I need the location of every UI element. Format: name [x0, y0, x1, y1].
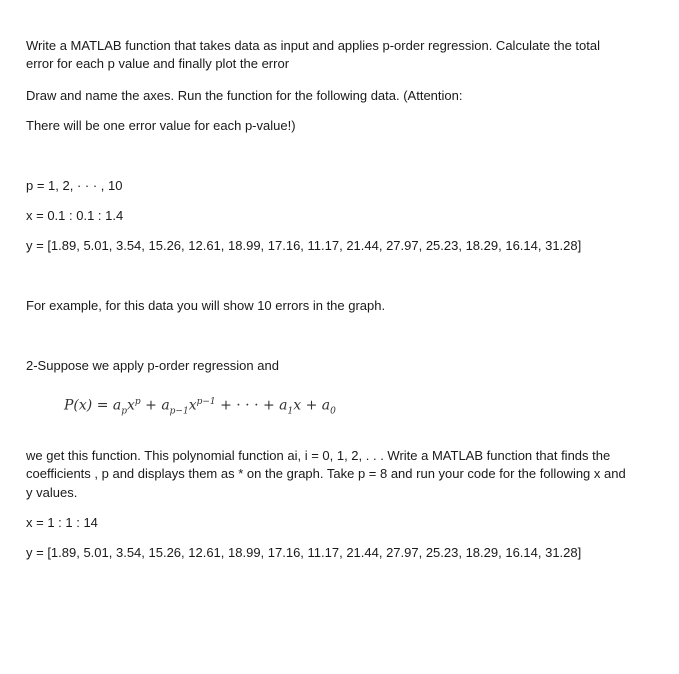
- task2-y-definition: y = [1.89, 5.01, 3.54, 15.26, 12.61, 18.99, 17.16, 11.17, 21.44, 27.97, 25.23, 18.29, 16.14, 31.28]: [26, 545, 582, 560]
- formula-lhs: P(x) =: [64, 397, 113, 414]
- formula-plus: +: [140, 397, 162, 414]
- task1-intro-line2: error for each p value and finally plot the error: [26, 56, 290, 71]
- task2-intro: 2-Suppose we apply p-order regression and: [26, 358, 279, 373]
- formula-sub-p-minus-1: p−1: [169, 406, 189, 417]
- y-values-definition: y = [1.89, 5.01, 3.54, 15.26, 12.61, 18.99, 17.16, 11.17, 21.44, 27.97, 25.23, 18.29, 16.14, 31.28]: [26, 238, 582, 253]
- x-values-definition: x = 0.1 : 0.1 : 1.4: [26, 208, 124, 223]
- formula-var-x-2: x: [188, 397, 197, 414]
- p-values-definition: p = 1, 2, · · · , 10: [26, 178, 123, 193]
- formula-sup-p: p: [134, 397, 141, 407]
- formula-var-x: x: [127, 397, 135, 414]
- polynomial-formula: [64, 397, 336, 416]
- formula-sub-1: 1: [287, 406, 294, 417]
- task1-intro-line1: Write a MATLAB function that takes data as input and applies p-order regression. Calculate the total: [26, 38, 600, 53]
- formula-sup-p-minus-1: p−1: [196, 397, 216, 407]
- task1-draw-axes: Draw and name the axes. Run the function for the following data. (Attention:: [26, 88, 463, 103]
- formula-var-x-3: x: [293, 397, 302, 414]
- task1-attention: There will be one error value for each p-value!): [26, 118, 296, 133]
- formula-term-a-1: a: [279, 397, 288, 414]
- task2-desc-line1: we get this function. This polynomial function ai, i = 0, 1, 2, . . . Write a MATLAB function that finds the: [26, 448, 611, 463]
- task2-desc-line2: coefficients , p and displays them as * on the graph. Take p = 8 and run your code for the following x and: [26, 466, 626, 481]
- formula-term-a-p: a: [112, 397, 122, 414]
- formula-dots: + · · · +: [215, 397, 280, 414]
- formula-term-a-p-minus-1: a: [161, 397, 170, 414]
- formula-term-a-0: a: [321, 397, 331, 414]
- formula-plus-2: +: [301, 397, 322, 414]
- task2-desc-line3: y values.: [26, 485, 78, 500]
- formula-sub-p: p: [121, 406, 127, 417]
- formula-sub-0: 0: [330, 406, 336, 417]
- task2-x-definition: x = 1 : 1 : 14: [26, 515, 98, 530]
- task1-example: For example, for this data you will show 10 errors in the graph.: [26, 298, 386, 313]
